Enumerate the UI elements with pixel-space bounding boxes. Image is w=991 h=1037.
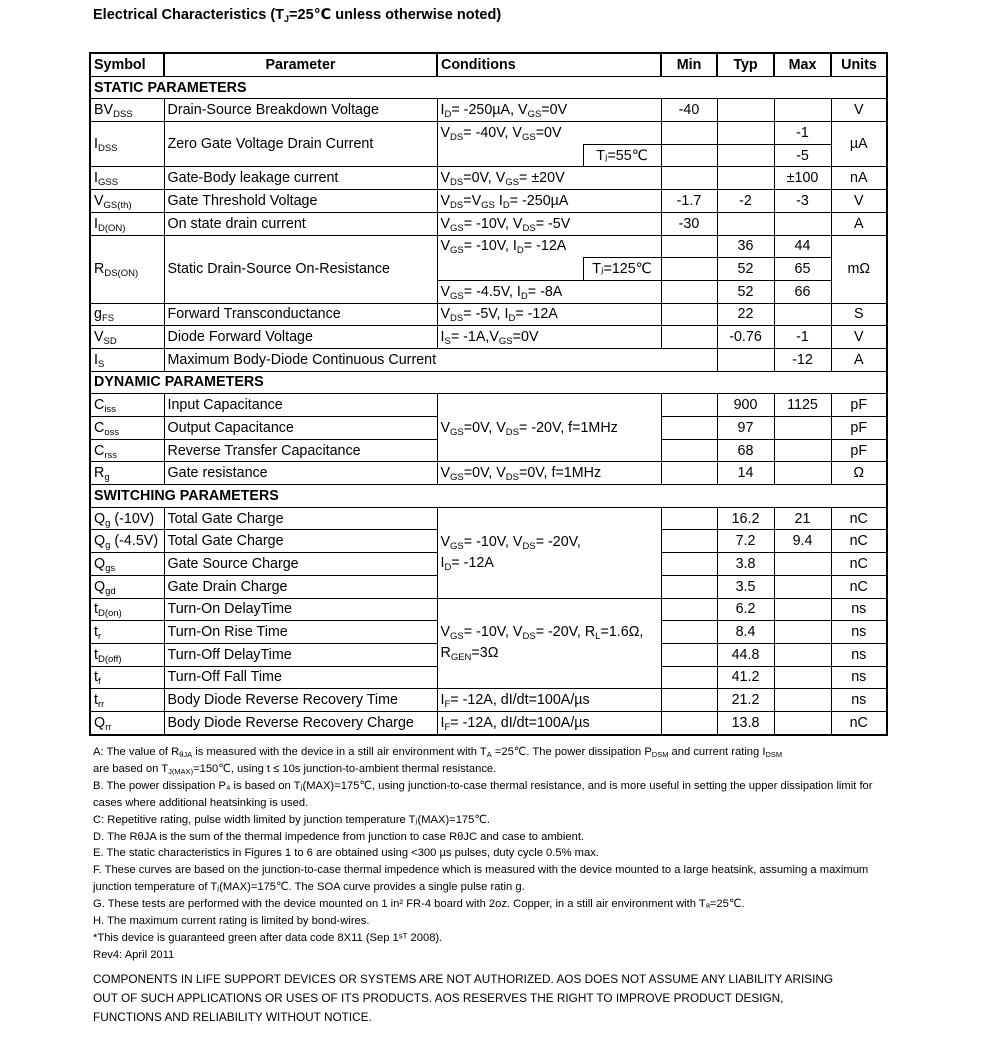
unit-cell: ns bbox=[831, 621, 887, 644]
symbol-cell: $Q_{gs}$ bbox=[90, 553, 164, 576]
conditions-cell: $V_{GS}= -10V$, $I_D= -12A$ bbox=[437, 235, 661, 258]
table-row bbox=[90, 122, 887, 145]
unit-cell: mΩ bbox=[831, 235, 887, 303]
disclaimer: COMPONENTS IN LIFE SUPPORT DEVICES OR SYSTEMS ARE NOT AUTHORIZED. AOS DOES NOT ASSUME ANY LIABILITY ARISING OUT OF SUCH APPLICATIONS OR USES OF ITS PRODUCTS. AOS RESERVES THE RIGHT TO IMPROVE PRODUCT DESIGN, FUNCTIONS AND RELIABILITY WITHOUT NOTICE. bbox=[93, 972, 834, 1024]
parameter-cell: Total Gate Charge bbox=[164, 530, 437, 553]
revision: Rev4: April 2011 bbox=[93, 948, 175, 961]
unit-cell: pF bbox=[831, 439, 887, 462]
parameter-cell: Turn-On DelayTime bbox=[164, 598, 437, 621]
parameter-cell: Static Drain-Source On-Resistance bbox=[164, 235, 437, 303]
typ-cell: 16.2 bbox=[717, 507, 774, 530]
typ-cell: 52 bbox=[717, 280, 774, 303]
typ-cell: -2 bbox=[717, 190, 774, 213]
note-g: G. These tests are performed with the device mounted on 1 in² FR-4 board with 2oz. Copper, in a still air environment with Tₐ=25℃. bbox=[93, 898, 745, 911]
max-cell: -3 bbox=[774, 190, 831, 213]
conditions-cell: $V_{DS}= -40V$, $V_{GS}=0V$ bbox=[437, 122, 661, 145]
header-parameter: Parameter bbox=[164, 53, 437, 76]
table-row bbox=[90, 462, 887, 485]
unit-cell: S bbox=[831, 303, 887, 326]
typ-cell: 7.2 bbox=[717, 530, 774, 553]
tj-condition: Tⱼ=125℃ bbox=[583, 258, 661, 281]
symbol-cell: $R_{DS(ON)}$ bbox=[90, 235, 164, 303]
unit-cell: nC bbox=[831, 575, 887, 598]
max-cell: -1 bbox=[774, 122, 831, 145]
header-typ: Typ bbox=[717, 53, 774, 76]
parameter-cell: Output Capacitance bbox=[164, 417, 437, 440]
typ-cell: 68 bbox=[717, 439, 774, 462]
typ-cell: -0.76 bbox=[717, 326, 774, 349]
max-cell: 1125 bbox=[774, 394, 831, 417]
symbol-cell: $Q_{gd}$ bbox=[90, 575, 164, 598]
min-cell: -40 bbox=[661, 99, 717, 122]
parameter-cell: Diode Forward Voltage bbox=[164, 326, 437, 349]
unit-cell: V bbox=[831, 326, 887, 349]
note-e: E. The static characteristics in Figures 1 to 6 are obtained using <300 µs pulses, duty cycle 0.5% max. bbox=[93, 847, 599, 860]
symbol-cell: $t_{D(off)}$ bbox=[90, 643, 164, 666]
table-row bbox=[90, 711, 887, 734]
header-conditions: Conditions bbox=[437, 53, 661, 76]
table-row bbox=[90, 598, 887, 621]
min-cell: -30 bbox=[661, 212, 717, 235]
parameter-cell: On state drain current bbox=[164, 212, 437, 235]
typ-cell: 52 bbox=[717, 258, 774, 281]
parameter-cell: Turn-Off Fall Time bbox=[164, 666, 437, 689]
note-d: D. The RθJA is the sum of the thermal impedence from junction to case RθJC and case to ambient. bbox=[93, 830, 585, 843]
typ-cell: 14 bbox=[717, 462, 774, 485]
max-cell: 21 bbox=[774, 507, 831, 530]
symbol-cell: $Q_g$ (-4.5V) bbox=[90, 530, 164, 553]
parameter-cell: Body Diode Reverse Recovery Time bbox=[164, 689, 437, 712]
unit-cell: A bbox=[831, 212, 887, 235]
typ-cell: 6.2 bbox=[717, 598, 774, 621]
parameter-cell: Forward Transconductance bbox=[164, 303, 437, 326]
unit-cell: µA bbox=[831, 122, 887, 167]
symbol-cell: $t_{rr}$ bbox=[90, 689, 164, 712]
table-row bbox=[90, 190, 887, 213]
conditions-cell: $I_F= -12A$, dI/dt=100A/µs bbox=[437, 711, 661, 734]
note-a: A: The value of $R_{\theta JA}$ is measured with the device in a still air environment with $T_A$ =25℃. The power dissipation $P_{DSM}$ and current rating $I_{DSM}$ are based on $T_{J(MAX)}=150℃$, using t ≤ 10s junction-to-ambient thermal resistance. bbox=[93, 746, 783, 776]
parameter-cell: Gate Drain Charge bbox=[164, 575, 437, 598]
unit-cell: ns bbox=[831, 666, 887, 689]
symbol-cell: $R_g$ bbox=[90, 462, 164, 485]
symbol-cell: $I_{DSS}$ bbox=[90, 122, 164, 167]
max-cell: 9.4 bbox=[774, 530, 831, 553]
unit-cell: pF bbox=[831, 394, 887, 417]
max-cell: -5 bbox=[774, 144, 831, 167]
parameter-cell: Gate Threshold Voltage bbox=[164, 190, 437, 213]
unit-cell: nC bbox=[831, 711, 887, 734]
unit-cell: ns bbox=[831, 643, 887, 666]
table-row bbox=[90, 326, 887, 349]
section-switching: SWITCHING PARAMETERS bbox=[90, 485, 887, 508]
note-c: C: Repetitive rating, pulse width limited by junction temperature Tⱼ(MAX)=175℃. bbox=[93, 813, 491, 826]
symbol-cell: $C_{oss}$ bbox=[90, 417, 164, 440]
unit-cell: nC bbox=[831, 530, 887, 553]
symbol-cell: $C_{rss}$ bbox=[90, 439, 164, 462]
unit-cell: pF bbox=[831, 417, 887, 440]
unit-cell: V bbox=[831, 99, 887, 122]
page-title: Electrical Characteristics ($T_J=25℃$ unless otherwise noted) bbox=[93, 7, 502, 24]
unit-cell: nC bbox=[831, 507, 887, 530]
conditions-cell: $V_{GS}= -10V$, $V_{DS}= -20V$, $R_L=1.6\Omega$, $R_{GEN}=3\Omega$ bbox=[437, 598, 661, 689]
tj-condition: Tⱼ=55℃ bbox=[583, 144, 661, 167]
max-cell: 44 bbox=[774, 235, 831, 258]
parameter-cell: Maximum Body-Diode Continuous Current bbox=[164, 348, 661, 371]
section-static: STATIC PARAMETERS bbox=[90, 76, 887, 99]
conditions-cell: $V_{GS}=0V$, $V_{DS}=0V$, f=1MHz bbox=[437, 462, 661, 485]
unit-cell: Ω bbox=[831, 462, 887, 485]
parameter-cell: Zero Gate Voltage Drain Current bbox=[164, 122, 437, 167]
header-units: Units bbox=[831, 53, 887, 76]
table-row bbox=[90, 507, 887, 530]
symbol-cell: $BV_{DSS}$ bbox=[90, 99, 164, 122]
parameter-cell: Turn-Off DelayTime bbox=[164, 643, 437, 666]
symbol-cell: $V_{SD}$ bbox=[90, 326, 164, 349]
max-cell: ±100 bbox=[774, 167, 831, 190]
symbol-cell: $V_{GS(th)}$ bbox=[90, 190, 164, 213]
parameter-cell: Gate resistance bbox=[164, 462, 437, 485]
unit-cell: ns bbox=[831, 598, 887, 621]
unit-cell: ns bbox=[831, 689, 887, 712]
conditions-cell: $V_{GS}= -4.5V$, $I_D= -8A$ bbox=[437, 280, 661, 303]
note-b: B. The power dissipation P₄ is based on Tⱼ(MAX)=175℃, using junction-to-case thermal resistance, and is more useful in setting the upper dissipation limit for cases where additional heatsinking is used. bbox=[93, 779, 873, 809]
typ-cell: 41.2 bbox=[717, 666, 774, 689]
symbol-cell: $t_f$ bbox=[90, 666, 164, 689]
header-min: Min bbox=[661, 53, 717, 76]
unit-cell: V bbox=[831, 190, 887, 213]
symbol-cell: $g_{FS}$ bbox=[90, 303, 164, 326]
conditions-cell: $I_S= -1A,V_{GS}=0V$ bbox=[437, 326, 661, 349]
conditions-cell: $V_{DS}=V_{GS}$ $I_D= -250\mu A$ bbox=[437, 190, 661, 213]
section-dynamic: DYNAMIC PARAMETERS bbox=[90, 371, 887, 394]
conditions-cell: $I_F= -12A$, dI/dt=100A/µs bbox=[437, 689, 661, 712]
parameter-cell: Reverse Transfer Capacitance bbox=[164, 439, 437, 462]
parameter-cell: Body Diode Reverse Recovery Charge bbox=[164, 711, 437, 734]
symbol-cell: $t_{D(on)}$ bbox=[90, 598, 164, 621]
symbol-cell: $Q_{rr}$ bbox=[90, 711, 164, 734]
typ-cell: 22 bbox=[717, 303, 774, 326]
conditions-cell: $I_D= -250\mu A$, $V_{GS}=0V$ bbox=[437, 99, 661, 122]
parameter-cell: Gate Source Charge bbox=[164, 553, 437, 576]
symbol-cell: $I_{D(ON)}$ bbox=[90, 212, 164, 235]
typ-cell: 36 bbox=[717, 235, 774, 258]
typ-cell: 900 bbox=[717, 394, 774, 417]
header-max: Max bbox=[774, 53, 831, 76]
table-row bbox=[90, 212, 887, 235]
max-cell: -12 bbox=[774, 348, 831, 371]
table-row bbox=[90, 235, 887, 258]
symbol-cell: $Q_g$ (-10V) bbox=[90, 507, 164, 530]
table-row bbox=[90, 99, 887, 122]
max-cell: 65 bbox=[774, 258, 831, 281]
note-h: H. The maximum current rating is limited by bond-wires. bbox=[93, 915, 370, 928]
typ-cell: 21.2 bbox=[717, 689, 774, 712]
table-row bbox=[90, 303, 887, 326]
unit-cell: A bbox=[831, 348, 887, 371]
parameter-cell: Total Gate Charge bbox=[164, 507, 437, 530]
note-green: *This device is guaranteed green after data code 8X11 (Sep 1ˢᵀ 2008). bbox=[93, 931, 443, 944]
typ-cell: 3.5 bbox=[717, 575, 774, 598]
electrical-characteristics-table bbox=[89, 52, 888, 736]
typ-cell: 44.8 bbox=[717, 643, 774, 666]
conditions-cell: $V_{DS}= -5V$, $I_D= -12A$ bbox=[437, 303, 661, 326]
note-f: F. These curves are based on the junction-to-case thermal impedence which is measured with the device mounted to a large heatsink, assuming a maximum junction temperature of Tⱼ(MAX)=175℃. The SOA curve provides a single pulse ratin g. bbox=[93, 864, 869, 894]
symbol-cell: $I_{GSS}$ bbox=[90, 167, 164, 190]
unit-cell: nA bbox=[831, 167, 887, 190]
min-cell: -1.7 bbox=[661, 190, 717, 213]
max-cell: -1 bbox=[774, 326, 831, 349]
typ-cell bbox=[717, 99, 774, 122]
typ-cell: 13.8 bbox=[717, 711, 774, 734]
parameter-cell: Gate-Body leakage current bbox=[164, 167, 437, 190]
conditions-cell: $V_{GS}=0V$, $V_{DS}= -20V$, f=1MHz bbox=[437, 394, 661, 462]
table-row bbox=[90, 167, 887, 190]
table-row bbox=[90, 348, 887, 371]
typ-cell: 97 bbox=[717, 417, 774, 440]
conditions-cell: $V_{GS}= -10V$, $V_{DS}= -20V$, $I_D= -12A$ bbox=[437, 507, 661, 598]
conditions-cell: $V_{DS}=0V$, $V_{GS}= \pm 20V$ bbox=[437, 167, 661, 190]
header-symbol: Symbol bbox=[90, 53, 164, 76]
typ-cell: 8.4 bbox=[717, 621, 774, 644]
parameter-cell: Turn-On Rise Time bbox=[164, 621, 437, 644]
max-cell: 66 bbox=[774, 280, 831, 303]
parameter-cell: Drain-Source Breakdown Voltage bbox=[164, 99, 437, 122]
table-row bbox=[90, 394, 887, 417]
table-header bbox=[90, 53, 887, 76]
symbol-cell: $C_{iss}$ bbox=[90, 394, 164, 417]
conditions-cell: $V_{GS}= -10V$, $V_{DS}= -5V$ bbox=[437, 212, 661, 235]
unit-cell: nC bbox=[831, 553, 887, 576]
parameter-cell: Input Capacitance bbox=[164, 394, 437, 417]
max-cell bbox=[774, 99, 831, 122]
symbol-cell: $t_r$ bbox=[90, 621, 164, 644]
footnotes bbox=[93, 744, 893, 964]
table-row bbox=[90, 689, 887, 712]
typ-cell: 3.8 bbox=[717, 553, 774, 576]
symbol-cell: $I_S$ bbox=[90, 348, 164, 371]
